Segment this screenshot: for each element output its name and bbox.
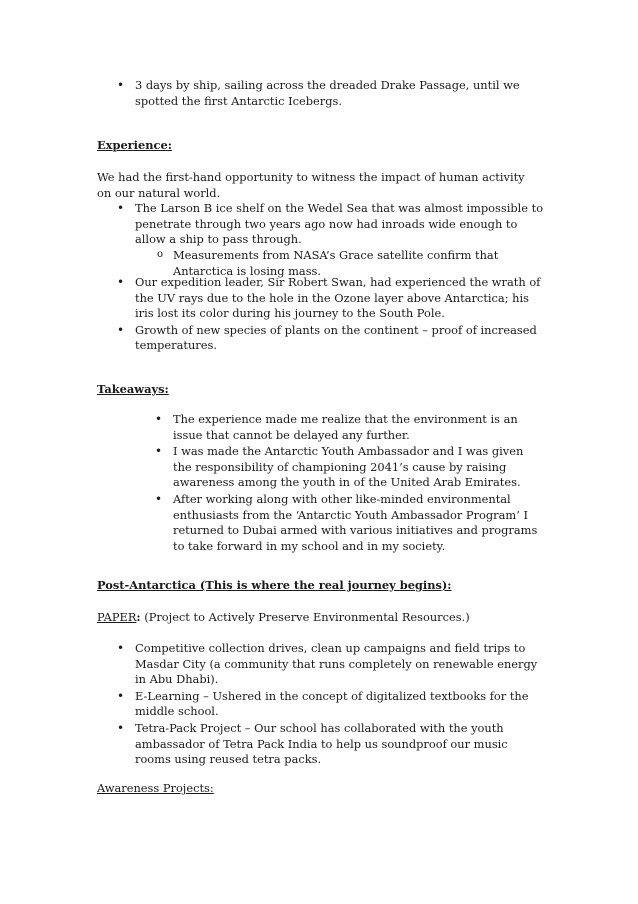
intro-bullet-list <box>135 78 545 110</box>
list-item: • Growth of new species of plants on the continent – proof of increased temperatures. <box>135 323 545 354</box>
takeaways-bullet-list <box>173 412 545 555</box>
list-item: • The experience made me realize that the environment is an issue that cannot be delayed any further. <box>173 412 545 443</box>
list-item: • The Larson B ice shelf on the Wedel Sea that was almost impossible to penetrate through two years ago now had inroads wide enough to allow a ship to pass through. <box>135 201 545 248</box>
list-item: • I was made the Antarctic Youth Ambassador and I was given the responsibility of championing 2041’s cause by raising awareness among the youth in of the United Arab Emirates. <box>173 444 545 491</box>
experience-paragraph: We had the first-hand opportunity to witness the impact of human activity on our natural world. <box>97 170 525 200</box>
takeaways-heading: Takeaways: <box>97 382 169 396</box>
list-item: • Our expedition leader, Sir Robert Swan, had experienced the wrath of the UV rays due to the hole in the Ozone layer above Antarctica; his iris lost its color during his journey to the South Pole. <box>135 275 545 322</box>
paper-description: (Project to Actively Preserve Environmental Resources.) <box>140 610 470 624</box>
paper-colon: : <box>136 610 141 624</box>
paper-bullet-list <box>135 641 545 769</box>
post-antarctica-heading: Post-Antarctica (This is where the real journey begins): <box>97 578 452 592</box>
list-item: • 3 days by ship, sailing across the dreaded Drake Passage, until we spotted the first Antarctic Icebergs. <box>135 78 545 109</box>
list-item: • Competitive collection drives, clean up campaigns and field trips to Masdar City (a community that runs completely on renewable energy in Abu Dhabi). <box>135 641 545 688</box>
experience-heading: Experience: <box>97 138 172 152</box>
list-item: o Measurements from NASA’s Grace satellite confirm that Antarctica is losing mass. <box>173 248 545 279</box>
awareness-projects-heading: Awareness Projects: <box>97 781 214 795</box>
paper-line <box>97 610 557 626</box>
experience-bullet-list <box>135 201 545 249</box>
paper-label: PAPER <box>97 610 137 624</box>
list-item: • After working along with other like-minded environmental enthusiasts from the ‘Antarctic Youth Ambassador Program’ I returned to Dubai armed with various initiatives and programs to take forward in my school and in my society. <box>173 492 545 554</box>
experience-bullet-list-2 <box>135 275 545 355</box>
list-item: • E-Learning – Ushered in the concept of digitalized textbooks for the middle school. <box>135 689 545 720</box>
list-item: • Tetra-Pack Project – Our school has collaborated with the youth ambassador of Tetra Pack India to help us soundproof our music rooms using reused tetra packs. <box>135 721 545 768</box>
